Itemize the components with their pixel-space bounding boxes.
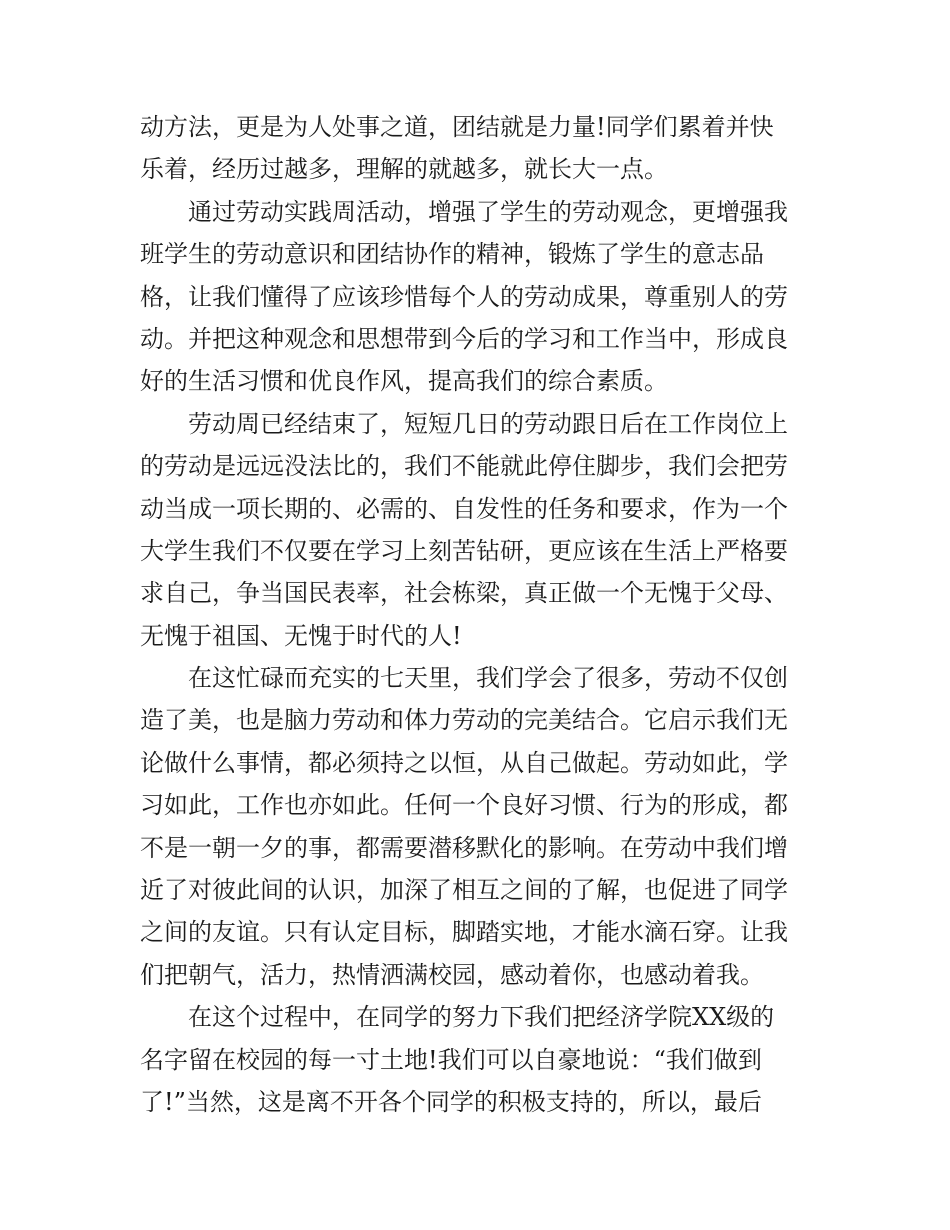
text-line: 之间的友谊。只有认定目标，脚踏实地，才能水滴石穿。让我 — [140, 918, 788, 947]
text-line: 习如此，工作也亦如此。任何一个良好习惯、行为的形成，都 — [140, 791, 788, 820]
text-line: 动。并把这种观念和思想带到今后的学习和工作当中，形成良 — [140, 324, 788, 353]
text-line: 的劳动是远远没法比的，我们不能就此停住脚步，我们会把劳 — [140, 452, 788, 481]
text-line: 造了美，也是脑力劳动和体力劳动的完美结合。它启示我们无 — [140, 706, 788, 735]
text-line: 动当成一项长期的、必需的、自发性的任务和要求，作为一个 — [140, 494, 788, 523]
text-line: 在这忙碌而充实的七天里，我们学会了很多，劳动不仅创 — [188, 664, 788, 693]
text-line: 劳动周已经结束了，短短几日的劳动跟日后在工作岗位上 — [188, 409, 788, 438]
text-line: 大学生我们不仅要在学习上刻苦钻研，更应该在生活上严格要 — [140, 536, 788, 565]
text-line: 近了对彼此间的认识，加深了相互之间的了解，也促进了同学 — [140, 876, 788, 905]
text-line: 求自己，争当国民表率，社会栋梁，真正做一个无愧于父母、 — [140, 579, 788, 608]
text-line: 了!”当然，这是离不开各个同学的积极支持的，所以，最后 — [140, 1087, 762, 1116]
text-line: 格，让我们懂得了应该珍惜每个人的劳动成果，尊重别人的劳 — [140, 282, 788, 311]
text-line: 论做什么事情，都必须持之以恒，从自己做起。劳动如此，学 — [140, 748, 788, 777]
text-line: 通过劳动实践周活动，增强了学生的劳动观念，更增强我 — [188, 197, 788, 226]
text-line: 无愧于祖国、无愧于时代的人! — [140, 621, 462, 650]
text-line: 班学生的劳动意识和团结协作的精神，锻炼了学生的意志品 — [140, 240, 764, 269]
text-line: 在这个过程中，在同学的努力下我们把经济学院XX级的 — [188, 1003, 775, 1032]
text-line: 动方法，更是为人处事之道，团结就是力量!同学们累着并快 — [140, 113, 774, 141]
text-line: 好的生活习惯和优良作风，提高我们的综合素质。 — [140, 367, 668, 396]
text-line: 们把朝气，活力，热情洒满校园，感动着你，也感动着我。 — [140, 960, 764, 989]
document-body — [140, 106, 812, 1123]
text-line: 不是一朝一夕的事，都需要潜移默化的影响。在劳动中我们增 — [140, 833, 788, 862]
text-line: 名字留在校园的每一寸土地!我们可以自豪地说：“我们做到 — [140, 1045, 762, 1074]
text-line: 乐着，经历过越多，理解的就越多，就长大一点。 — [140, 155, 668, 184]
